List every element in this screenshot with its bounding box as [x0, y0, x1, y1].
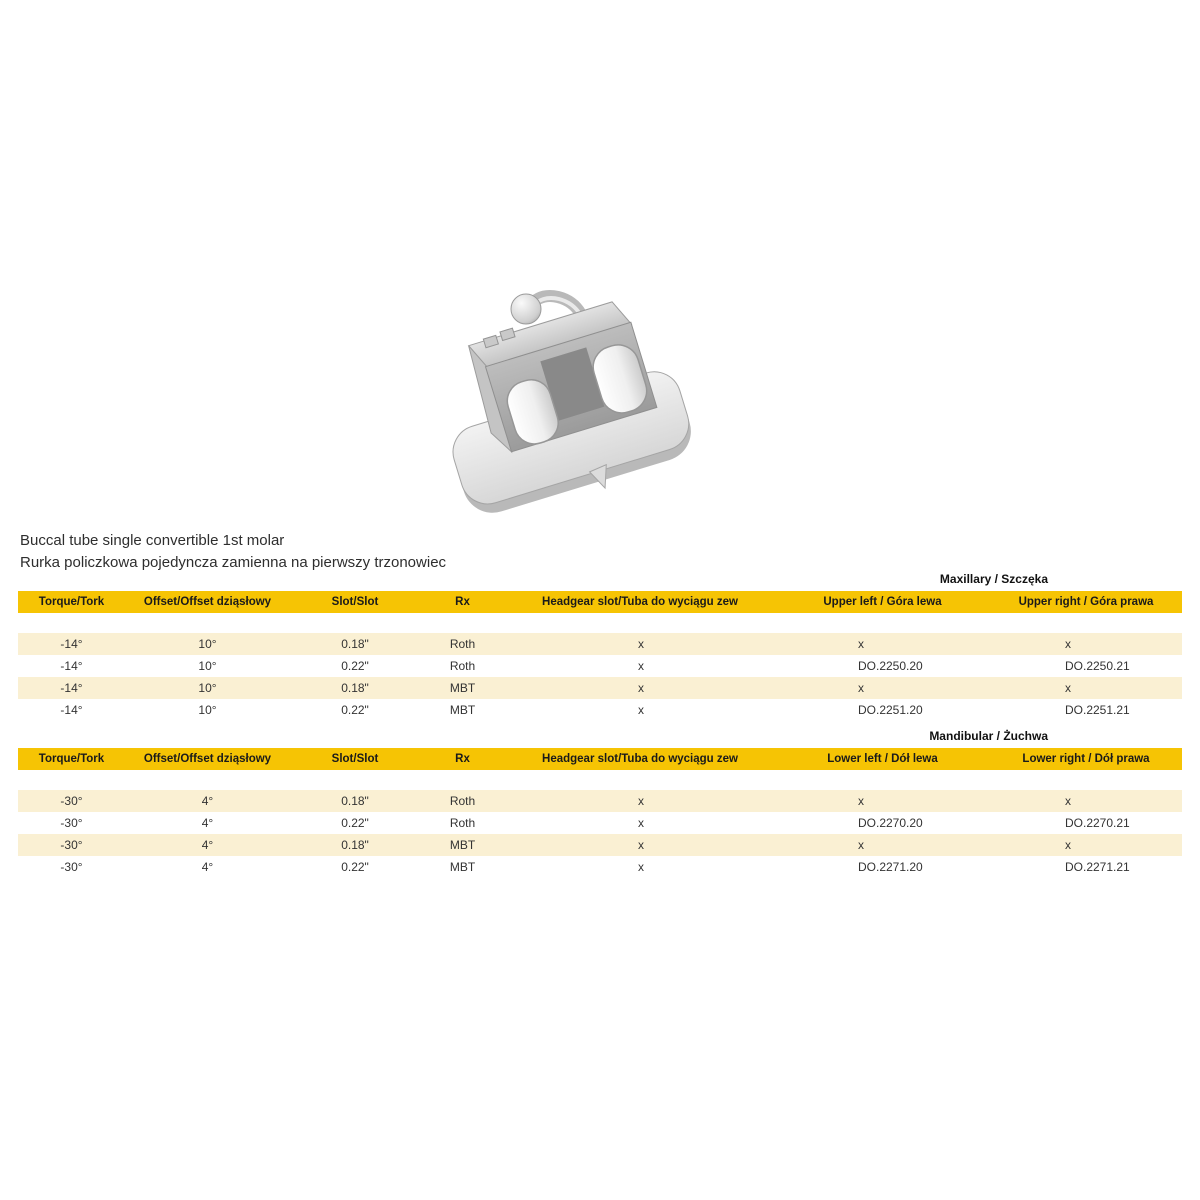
table-row: [18, 856, 1182, 878]
cell-slot: 0.22": [341, 860, 369, 874]
cell-headgear: x: [505, 633, 775, 655]
cell-offset: 10°: [198, 659, 217, 673]
cell-rx: Roth: [420, 633, 505, 655]
cell-offset: 10°: [198, 703, 217, 717]
maxillary-header-row: [18, 591, 1182, 613]
column-header-offset: Offset/Offset dziąsłowy: [125, 591, 290, 613]
column-header-lower-right: Lower right / Dół prawa: [990, 748, 1182, 770]
table-row: [18, 790, 1182, 812]
cell-offset: 10°: [125, 633, 290, 655]
cell-lower-right: x: [990, 790, 1182, 812]
spacer-row: [18, 613, 1182, 633]
cell-upper-right: x: [990, 677, 1182, 699]
table-row: [18, 699, 1182, 721]
mandibular-table: [18, 748, 1182, 878]
cell-upper-left: DO.2251.20: [858, 703, 923, 717]
column-header-torque: Torque/Tork: [18, 591, 125, 613]
column-header-headgear: Headgear slot/Tuba do wyciągu zew: [505, 591, 775, 613]
maxillary-table: [18, 591, 1182, 721]
product-image: [380, 250, 780, 550]
cell-lower-right: x: [990, 834, 1182, 856]
cell-torque: -14°: [18, 633, 125, 655]
section-label-mandibular: Mandibular / Żuchwa: [929, 729, 1048, 743]
cell-rx: MBT: [449, 860, 476, 874]
cell-lower-right: DO.2270.21: [1065, 816, 1130, 830]
column-header-slot: Slot/Slot: [290, 748, 420, 770]
column-header-lower-left: Lower left / Dół lewa: [775, 748, 990, 770]
cell-upper-right: DO.2251.21: [1065, 703, 1130, 717]
cell-slot: 0.18": [290, 633, 420, 655]
cell-slot: 0.22": [341, 816, 369, 830]
column-header-slot: Slot/Slot: [290, 591, 420, 613]
cell-upper-left: x: [775, 677, 990, 699]
cell-rx: MBT: [420, 834, 505, 856]
cell-rx: MBT: [420, 677, 505, 699]
spacer-row: [18, 770, 1182, 790]
cell-torque: -14°: [60, 703, 83, 717]
cell-upper-left: x: [775, 633, 990, 655]
cell-offset: 4°: [125, 834, 290, 856]
cell-headgear: x: [638, 816, 644, 830]
cell-rx: Roth: [420, 790, 505, 812]
cell-torque: -30°: [18, 790, 125, 812]
column-header-upper-right: Upper right / Góra prawa: [990, 591, 1182, 613]
cell-headgear: x: [505, 834, 775, 856]
table-row: [18, 655, 1182, 677]
cell-lower-right: DO.2271.21: [1065, 860, 1130, 874]
cell-rx: Roth: [449, 659, 476, 673]
column-header-headgear: Headgear slot/Tuba do wyciągu zew: [505, 748, 775, 770]
column-header-upper-left: Upper left / Góra lewa: [775, 591, 990, 613]
column-header-offset: Offset/Offset dziąsłowy: [125, 748, 290, 770]
cell-lower-left: x: [775, 790, 990, 812]
cell-rx: Roth: [449, 816, 476, 830]
hook-ball: [511, 294, 541, 324]
cell-headgear: x: [638, 659, 644, 673]
cell-headgear: x: [505, 677, 775, 699]
cell-upper-left: DO.2250.20: [858, 659, 923, 673]
cell-slot: 0.18": [290, 834, 420, 856]
cell-slot: 0.22": [341, 703, 369, 717]
cell-upper-right: DO.2250.21: [1065, 659, 1130, 673]
cell-lower-left: DO.2271.20: [858, 860, 923, 874]
column-header-rx: Rx: [420, 748, 505, 770]
table-row: [18, 834, 1182, 856]
cell-upper-right: x: [990, 633, 1182, 655]
table-row: [18, 812, 1182, 834]
cell-torque: -30°: [18, 834, 125, 856]
cell-torque: -14°: [18, 677, 125, 699]
cell-torque: -30°: [60, 816, 83, 830]
cell-headgear: x: [638, 860, 644, 874]
section-label-maxillary: Maxillary / Szczęka: [939, 572, 1048, 586]
cell-slot: 0.22": [341, 659, 369, 673]
cell-lower-left: DO.2270.20: [858, 816, 923, 830]
cell-offset: 4°: [201, 860, 214, 874]
cell-headgear: x: [505, 790, 775, 812]
mandibular-header-row: [18, 748, 1182, 770]
column-header-rx: Rx: [420, 591, 505, 613]
table-row: [18, 677, 1182, 699]
cell-slot: 0.18": [290, 677, 420, 699]
product-title-pl: Rurka policzkowa pojedyncza zamienna na pierwszy trzonowiec: [20, 554, 447, 571]
cell-torque: -30°: [60, 860, 83, 874]
buccal-tube-render: [380, 250, 780, 550]
cell-offset: 4°: [125, 790, 290, 812]
product-title-en: Buccal tube single convertible 1st molar: [20, 532, 285, 549]
cell-rx: MBT: [449, 703, 476, 717]
cell-offset: 4°: [201, 816, 214, 830]
table-row: [18, 633, 1182, 655]
cell-lower-left: x: [775, 834, 990, 856]
cell-headgear: x: [638, 703, 644, 717]
cell-offset: 10°: [125, 677, 290, 699]
cell-torque: -14°: [60, 659, 83, 673]
cell-slot: 0.18": [290, 790, 420, 812]
column-header-torque: Torque/Tork: [18, 748, 125, 770]
spec-tables: [18, 568, 1182, 878]
